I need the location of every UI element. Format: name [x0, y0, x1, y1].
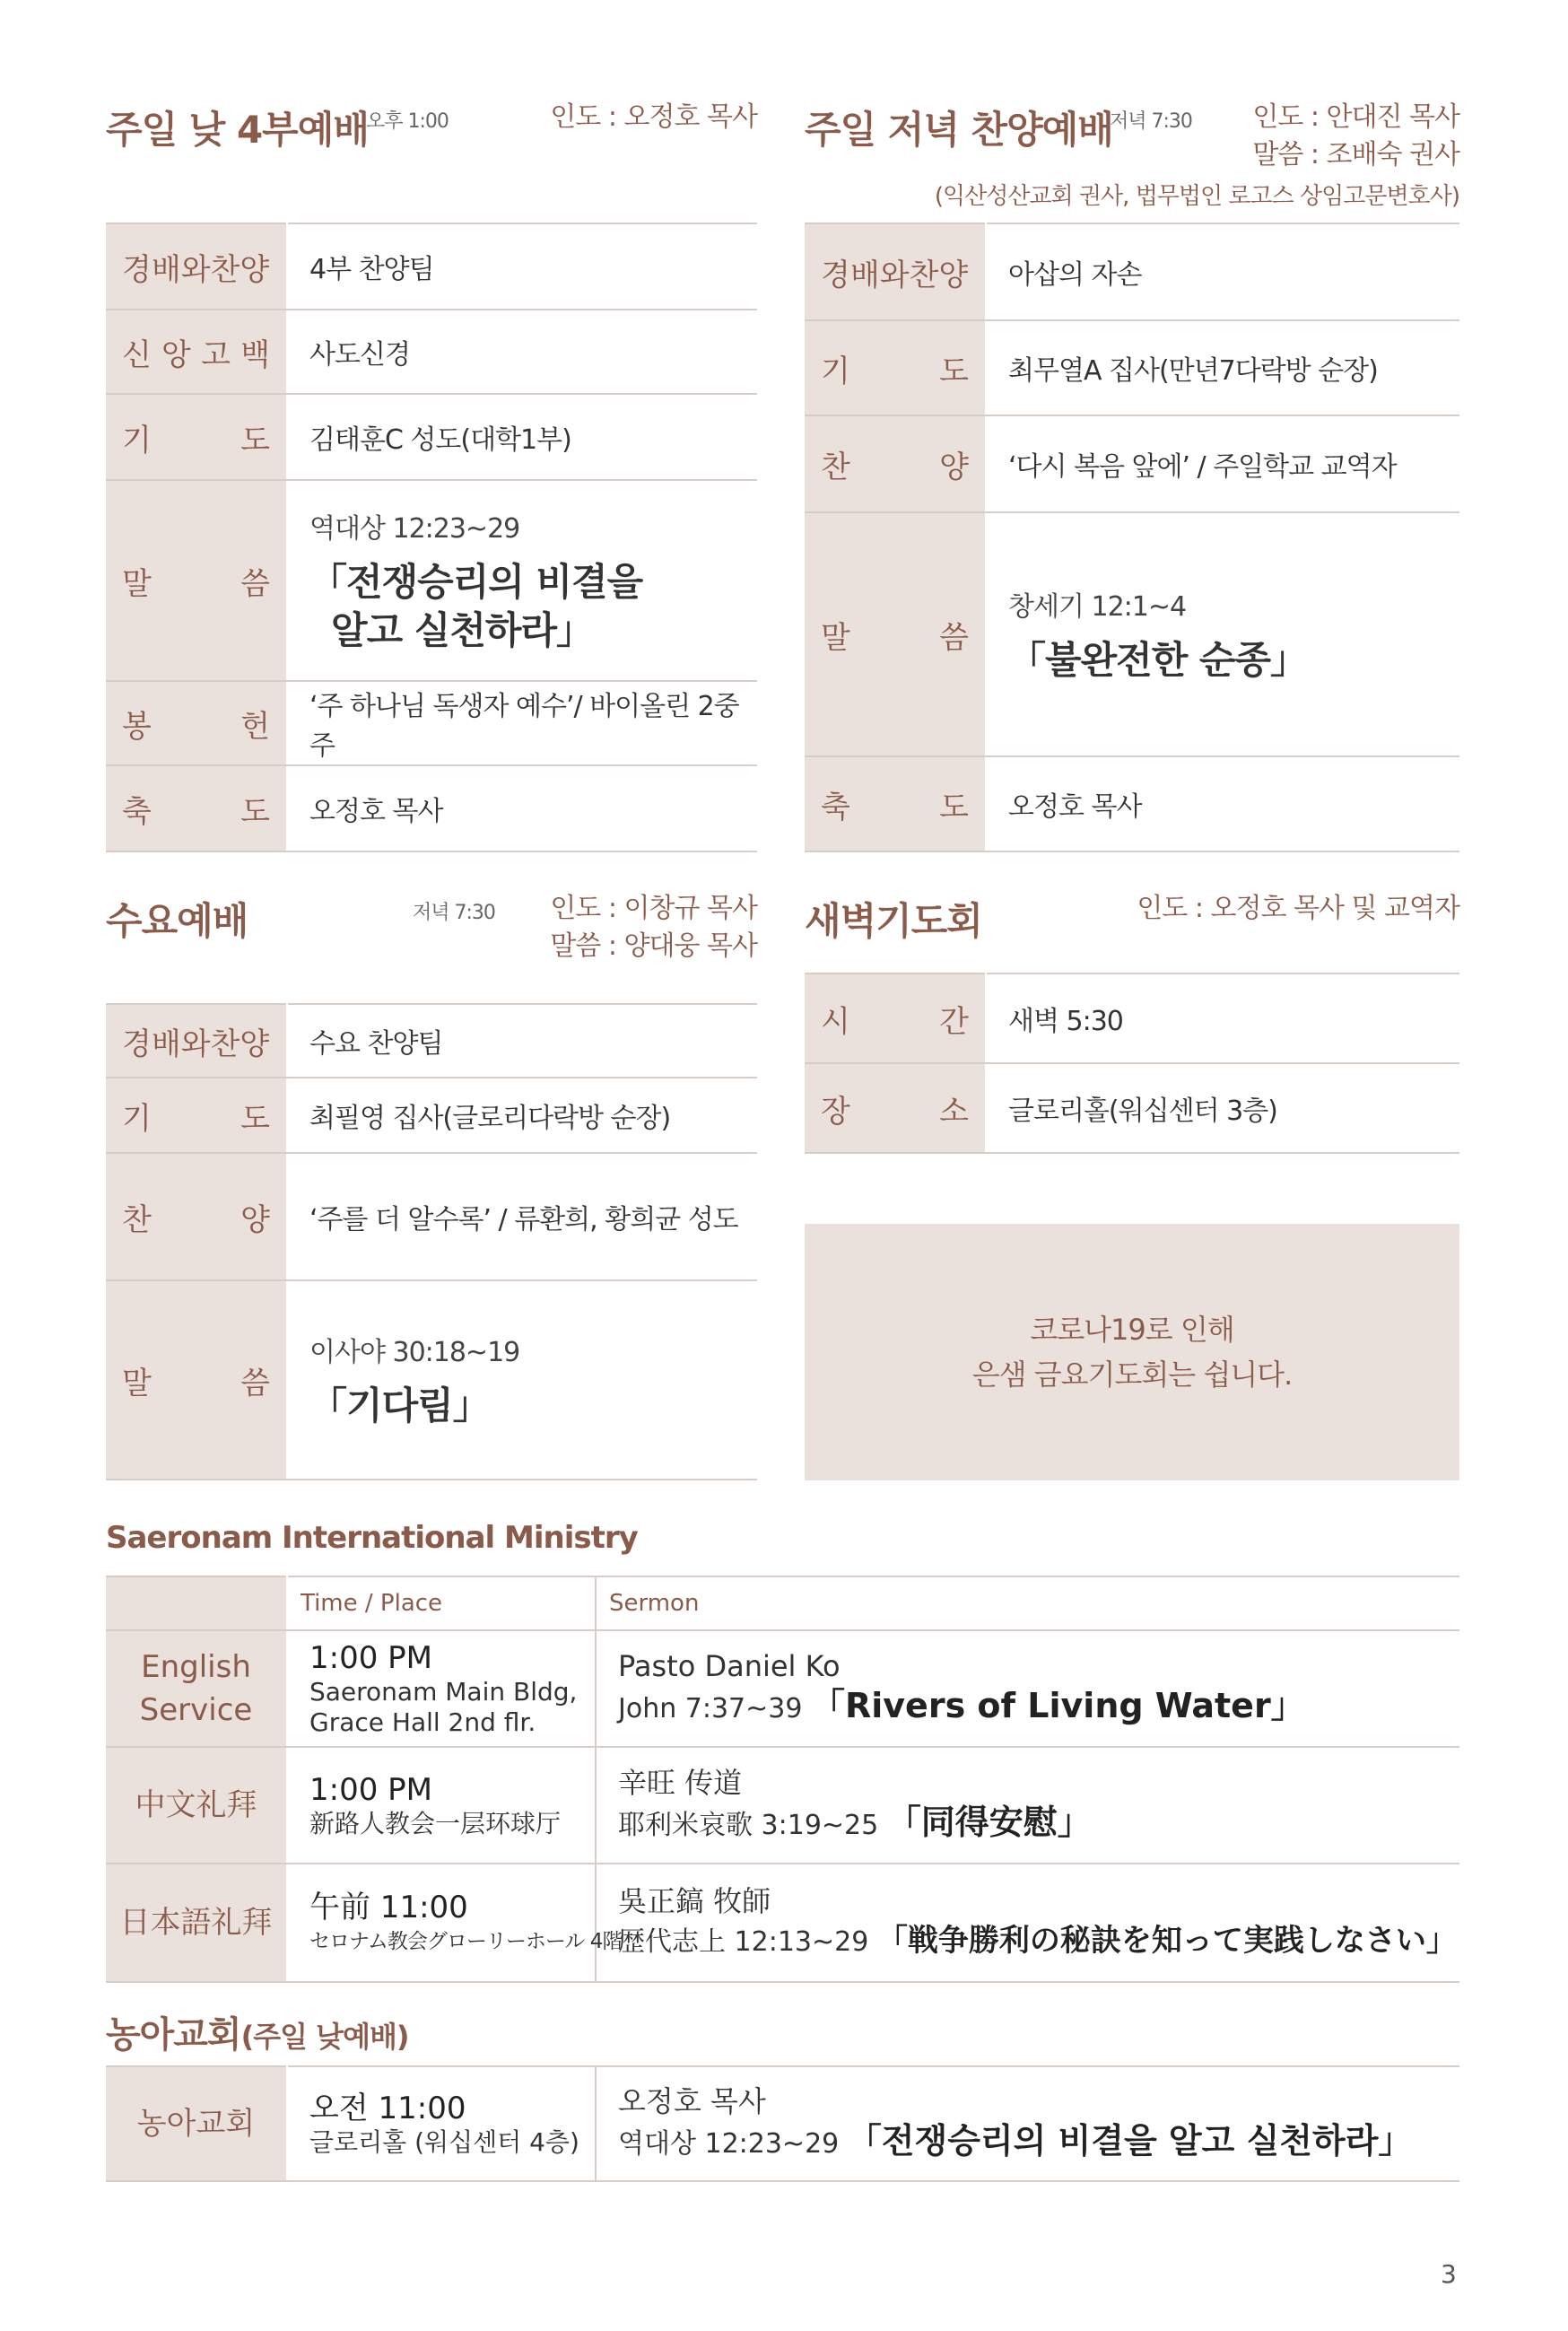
sermon-title-line2: 알고 실천하라」: [331, 608, 594, 652]
row-label: 경배와찬양: [106, 1004, 287, 1078]
row-label: 축 도: [805, 756, 986, 851]
notice-line: 코로나19로 인해: [1030, 1313, 1234, 1347]
row-label: 찬 양: [805, 415, 986, 512]
japanese-service-label: 日本語礼拜: [106, 1864, 287, 1982]
row-label: 말 씀: [106, 1280, 287, 1480]
row-label: 말 씀: [805, 512, 986, 756]
section-title: 주일 저녁 찬양예배: [805, 108, 1113, 152]
column-header-sermon: Sermon: [596, 1576, 1459, 1630]
row-label: 시 간: [805, 973, 986, 1063]
leader-block: [1252, 99, 1459, 174]
row-label: 찬 양: [106, 1153, 287, 1280]
sunday4-table: [106, 223, 757, 852]
international-table: [106, 1576, 1459, 1983]
speaker-text: 말씀 : 양대웅 목사: [550, 930, 757, 962]
row-value: 김태훈C 성도(대학1부): [287, 394, 757, 480]
row-label: 말 씀: [106, 480, 287, 681]
time-place-cell: 1:00 PM 新路人教会一层环球厅: [287, 1747, 596, 1864]
sermon-cell: 吳正鎬 牧師 歴代志上 12:13~29 「戦争勝利の秘訣を知って実践しなさい」: [596, 1864, 1459, 1982]
sermon-cell: 辛旺 传道 耶利米哀歌 3:19~25 「同得安慰」: [596, 1747, 1459, 1864]
row-value: 최필영 집사(글로리다락방 순장): [287, 1078, 757, 1153]
sermon-cell: [287, 1280, 757, 1480]
sunday-evening-header: [805, 97, 1459, 214]
deaf-church-table: [106, 2065, 1459, 2182]
sunday-evening-table: [805, 223, 1459, 852]
row-value: 오정호 목사: [287, 765, 757, 851]
leader-text: 인도 : 오정호 목사: [550, 101, 757, 133]
row-label: 기 도: [106, 394, 287, 480]
dawn-table: [805, 973, 1459, 1154]
row-value: 수요 찬양팀: [287, 1004, 757, 1078]
leader-text: 인도 : 오정호 목사 및 교역자: [1137, 893, 1459, 924]
sermon-cell: [986, 512, 1459, 756]
row-value: 새벽 5:30: [986, 973, 1459, 1063]
time-place-cell: 午前 11:00 セロナム教会グローリーホール 4階: [287, 1864, 596, 1982]
service-time: 저녁 7:30: [413, 902, 495, 924]
row-label: 신 앙 고 백: [106, 310, 287, 394]
time-place-cell: 오전 11:00 글로리홀 (워십센터 4층): [287, 2066, 596, 2181]
section-title: 새벽기도회: [805, 899, 982, 943]
dawn-header: [805, 888, 1459, 951]
sunday4-header: [106, 97, 757, 160]
section-title: 수요예배: [106, 899, 248, 943]
scripture-reference: 역대상 12:23~29: [309, 513, 520, 545]
row-label: 축 도: [106, 765, 287, 851]
row-value: ‘다시 복음 앞에’ / 주일학교 교역자: [986, 415, 1459, 512]
row-value: ‘주 하나님 독생자 예수’/ 바이올린 2중주: [287, 681, 757, 765]
header-blank: [106, 1576, 287, 1630]
deaf-church-label: 농아교회: [106, 2066, 287, 2181]
leader-text: 인도 : 안대진 목사: [1252, 101, 1459, 133]
sermon-cell: Pasto Daniel Ko John 7:37~39 「Rivers of Living Water」: [596, 1630, 1459, 1747]
scripture-reference: 이사야 30:18~19: [309, 1337, 520, 1368]
leader-block: [550, 890, 757, 965]
row-value: ‘주를 더 알수록’ / 류환희, 황희균 성도: [287, 1153, 757, 1280]
speaker-note: (익산성산교회 권사, 법무법인 로고스 상임고문변호사): [934, 183, 1459, 210]
notice-line: 은샘 금요기도회는 쉽니다.: [971, 1358, 1293, 1392]
row-label: 봉 헌: [106, 681, 287, 765]
row-value: 오정호 목사: [986, 756, 1459, 851]
sermon-cell: [287, 480, 757, 681]
wednesday-header: [106, 888, 757, 969]
row-value: 글로리홀(워십센터 3층): [986, 1063, 1459, 1153]
time-place-cell: 1:00 PM Saeronam Main Bldg, Grace Hall 2nd flr.: [287, 1630, 596, 1747]
sermon-title-line1: 「전쟁승리의 비결을: [309, 560, 643, 604]
service-time: 오후 1:00: [366, 110, 449, 133]
sermon-title: 「불완전한 순종」: [1008, 638, 1308, 682]
scripture-reference: 창세기 12:1~4: [1008, 591, 1187, 623]
deaf-church-title: 농아교회(주일 낮예배): [106, 2014, 409, 2056]
row-label: 경배와찬양: [106, 223, 287, 310]
international-title: Saeronam International Ministry: [106, 1520, 638, 1556]
section-title: 주일 낮 4부예배: [106, 108, 369, 152]
row-value: 4부 찬양팀: [287, 223, 757, 310]
column-header-time: Time / Place: [287, 1576, 596, 1630]
row-label: 기 도: [106, 1078, 287, 1153]
wednesday-table: [106, 1003, 757, 1480]
notice-box: [805, 1224, 1459, 1480]
page-number: 3: [1441, 2259, 1457, 2289]
chinese-service-label: 中文礼拜: [106, 1747, 287, 1864]
speaker-text: 말씀 : 조배숙 권사: [1252, 139, 1459, 170]
sermon-title: 「기다림」: [309, 1384, 490, 1427]
row-value: 아삽의 자손: [986, 223, 1459, 320]
row-value: 사도신경: [287, 310, 757, 394]
service-time: 저녁 7:30: [1110, 110, 1192, 133]
row-label: 장 소: [805, 1063, 986, 1153]
row-value: 최무열A 집사(만년7다락방 순장): [986, 320, 1459, 415]
english-service-label: English Service: [106, 1630, 287, 1747]
leader-text: 인도 : 이창규 목사: [550, 893, 757, 924]
row-label: 기 도: [805, 320, 986, 415]
row-label: 경배와찬양: [805, 223, 986, 320]
sermon-cell: 오정호 목사 역대상 12:23~29 「전쟁승리의 비결을 알고 실천하라」: [596, 2066, 1459, 2181]
